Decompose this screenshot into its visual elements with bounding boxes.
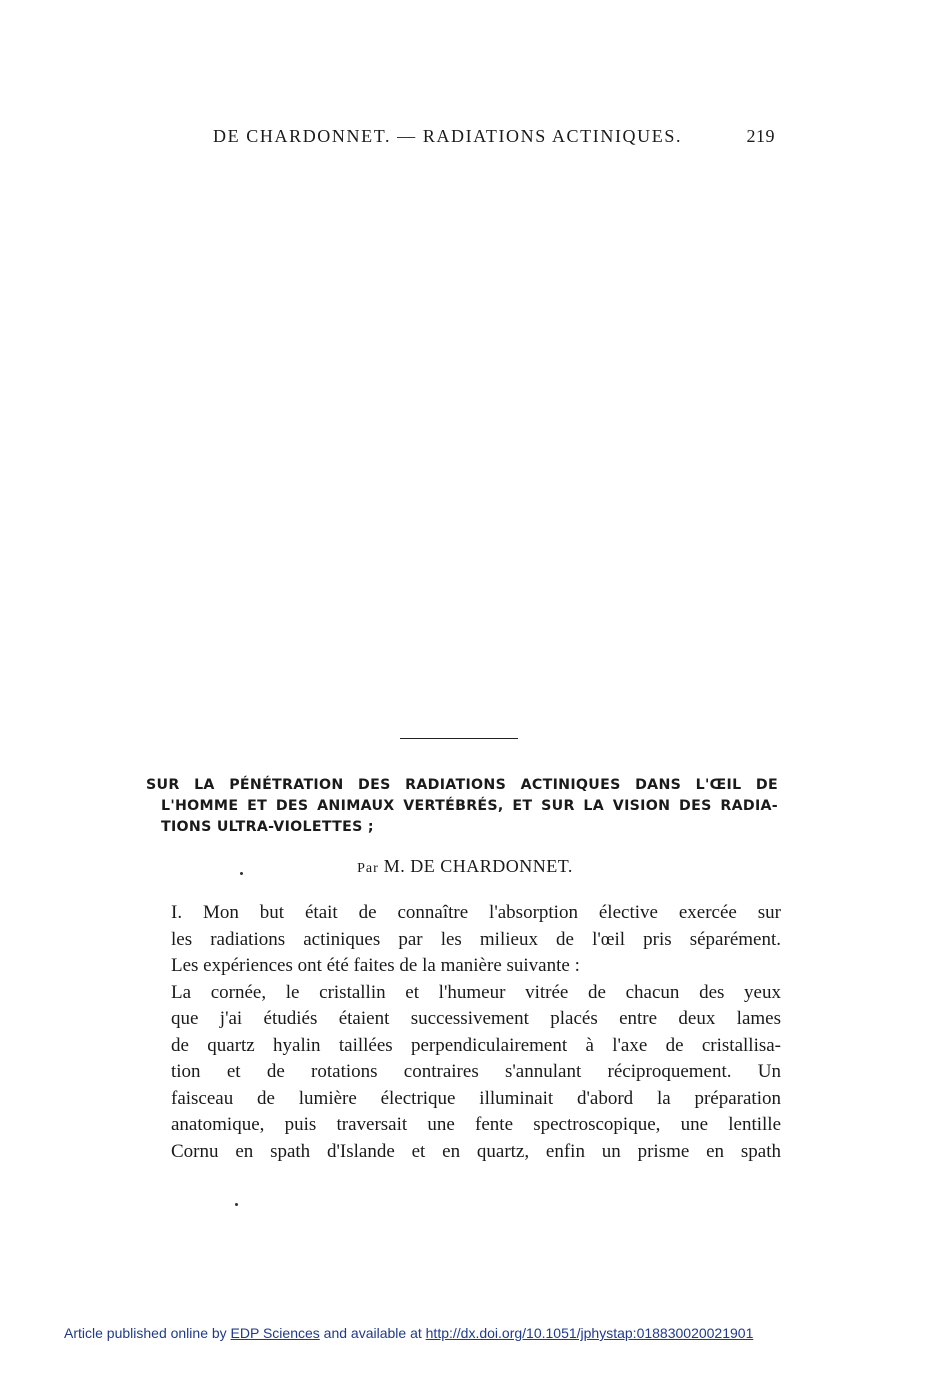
running-title: DE CHARDONNET. — RADIATIONS ACTINIQUES. <box>213 126 683 146</box>
text-line: de quartz hyalin taillées perpendiculairement à l'axe de cristallisa- <box>171 1034 781 1056</box>
text-line: les radiations actiniques par les milieux de l'œil pris séparément. <box>171 928 781 950</box>
title-line: TIONS ULTRA-VIOLETTES ; <box>161 819 374 835</box>
text-line: Cornu en spath d'Islande et en quartz, enfin un prisme en spath <box>171 1140 781 1162</box>
text-line: Les expériences ont été faites de la manière suivante : <box>171 955 580 976</box>
title-line: L'HOMME ET DES ANIMAUX VERTÉBRÉS, ET SUR LA VISION DES RADIA- <box>161 798 778 814</box>
byline <box>0 856 930 877</box>
paragraph <box>147 900 781 980</box>
publication-footer <box>64 1325 753 1341</box>
text-line: faisceau de lumière électrique illuminait d'abord la préparation <box>171 1087 781 1109</box>
footer-middle: and available at <box>323 1325 422 1341</box>
text-line: que j'ai étudiés étaient successivement placés entre deux lames <box>171 1008 781 1029</box>
running-header <box>213 126 775 147</box>
title-line: SUR LA PÉNÉTRATION DES RADIATIONS ACTINIQUES DANS L'ŒIL DE <box>146 777 778 793</box>
section-divider <box>400 738 518 739</box>
text-line: anatomique, puis traversait une fente spectroscopique, une lentille <box>171 1114 781 1135</box>
doi-link[interactable]: http://dx.doi.org/10.1051/jphystap:018830020021901 <box>425 1325 754 1341</box>
byline-author: M. DE CHARDONNET. <box>383 856 573 876</box>
text-line: La cornée, le cristallin et l'humeur vitrée de chacun des yeux <box>171 981 781 1003</box>
print-speck <box>235 1203 238 1206</box>
publisher-link[interactable]: EDP Sciences <box>230 1325 320 1341</box>
page-number: 219 <box>746 126 775 146</box>
print-speck <box>240 872 243 875</box>
article-title <box>146 775 778 838</box>
paragraph <box>147 980 781 1166</box>
footer-prefix: Article published online by <box>64 1325 227 1341</box>
text-line: tion et de rotations contraires s'annulant réciproquement. Un <box>171 1061 781 1082</box>
text-line: I. Mon but était de connaître l'absorption élective exercée sur <box>171 902 781 923</box>
byline-prefix: Par <box>357 861 379 876</box>
article-body <box>147 900 781 1165</box>
